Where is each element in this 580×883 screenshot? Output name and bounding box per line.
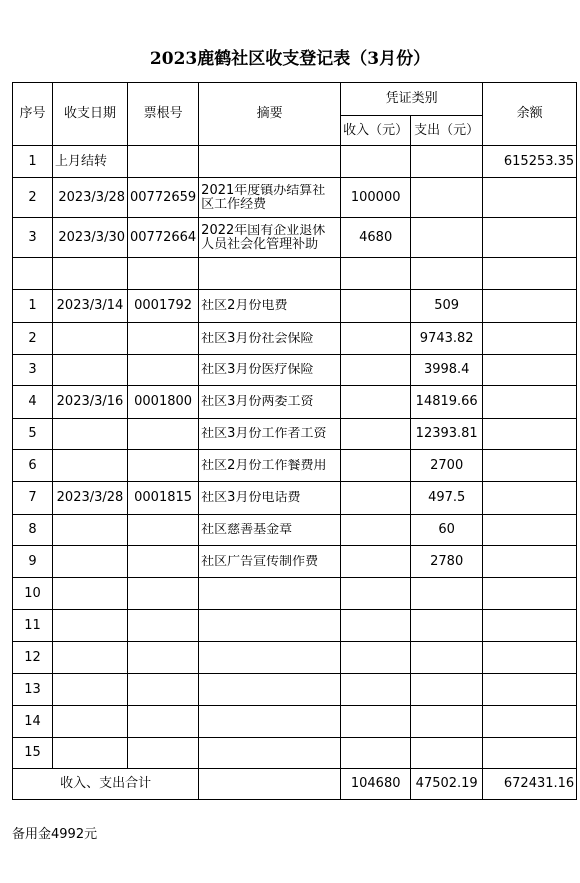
table-row [13, 419, 577, 450]
cell-summary [199, 482, 341, 515]
cell-ticket: 0001815 [128, 482, 199, 515]
cell-balance [483, 578, 577, 610]
cell-balance [483, 706, 577, 738]
table-row [13, 178, 577, 218]
table-row [13, 482, 577, 515]
cell-expense [411, 578, 483, 610]
header-row [13, 83, 577, 116]
cell-ticket [128, 355, 199, 386]
header-income: 收入（元） [341, 116, 411, 146]
cell-seq: 5 [13, 419, 53, 450]
cell-ticket [128, 546, 199, 578]
cell-date [53, 355, 128, 386]
totals-income: 104680 [341, 769, 411, 800]
cell-ticket [128, 610, 199, 642]
cell-date [53, 610, 128, 642]
table-row [13, 674, 577, 706]
cell-ticket [128, 515, 199, 546]
cell-balance [483, 738, 577, 769]
cell-balance [483, 610, 577, 642]
cell-ticket [128, 323, 199, 355]
cell-expense [411, 642, 483, 674]
cell-expense [411, 218, 483, 258]
cell-summary [199, 642, 341, 674]
cell-balance [483, 642, 577, 674]
totals-row [13, 769, 577, 800]
cell-date [53, 706, 128, 738]
cell-expense: 3998.4 [411, 355, 483, 386]
cell-summary [199, 146, 341, 178]
cell-expense: 509 [411, 290, 483, 323]
cell-date [53, 258, 128, 290]
cell-expense: 9743.82 [411, 323, 483, 355]
cell-summary [199, 578, 341, 610]
cell-seq: 14 [13, 706, 53, 738]
cell-ticket [128, 674, 199, 706]
table-row [13, 450, 577, 482]
cell-seq: 13 [13, 674, 53, 706]
cell-income [341, 419, 411, 450]
cell-expense: 497.5 [411, 482, 483, 515]
cell-summary [199, 674, 341, 706]
cell-balance [483, 515, 577, 546]
cell-date [53, 738, 128, 769]
cell-balance [483, 355, 577, 386]
cell-seq: 1 [13, 146, 53, 178]
cell-summary [199, 178, 341, 218]
cell-income [341, 578, 411, 610]
cell-date [53, 578, 128, 610]
cell-summary [199, 515, 341, 546]
table-row [13, 610, 577, 642]
table-row [13, 146, 577, 178]
cell-balance [483, 218, 577, 258]
summary-text: 社区广告宣传制作费 [201, 554, 319, 569]
cell-summary [199, 218, 341, 258]
cell-ticket: 00772664 [128, 218, 199, 258]
cell-ticket [128, 642, 199, 674]
header-date: 收支日期 [53, 83, 128, 146]
cell-balance [483, 546, 577, 578]
cell-seq: 3 [13, 355, 53, 386]
cell-seq: 12 [13, 642, 53, 674]
cell-summary [199, 386, 341, 419]
header-ticket: 票根号 [128, 83, 199, 146]
cell-income: 100000 [341, 178, 411, 218]
cell-ticket: 00772659 [128, 178, 199, 218]
cell-income [341, 450, 411, 482]
cell-seq: 3 [13, 218, 53, 258]
cell-balance [483, 419, 577, 450]
cell-income [341, 674, 411, 706]
cell-ticket [128, 419, 199, 450]
ledger-body [13, 83, 577, 800]
summary-text: 社区慈善基金章 [201, 523, 293, 537]
cell-seq [13, 258, 53, 290]
cell-ticket [128, 450, 199, 482]
cell-income [341, 386, 411, 419]
table-row [13, 218, 577, 258]
cell-income [341, 706, 411, 738]
cell-expense: 2700 [411, 450, 483, 482]
table-row [13, 355, 577, 386]
table-row [13, 706, 577, 738]
cell-ticket [128, 146, 199, 178]
cell-expense [411, 146, 483, 178]
cell-seq: 15 [13, 738, 53, 769]
table-row [13, 546, 577, 578]
table-row [13, 578, 577, 610]
totals-label: 收入、支出合计 [13, 769, 199, 800]
cell-date [53, 323, 128, 355]
summary-text: 2022年国有企业退休人员社会化管理补助 [201, 223, 326, 252]
cell-balance [483, 290, 577, 323]
cell-income [341, 546, 411, 578]
cell-summary [199, 546, 341, 578]
cell-income [341, 482, 411, 515]
cell-ticket: 0001800 [128, 386, 199, 419]
header-expense: 支出（元） [411, 116, 483, 146]
cell-seq: 8 [13, 515, 53, 546]
totals-balance: 672431.16 [483, 769, 577, 800]
totals-summary [199, 769, 341, 800]
cell-ticket: 0001792 [128, 290, 199, 323]
cell-income [341, 515, 411, 546]
cell-income [341, 290, 411, 323]
cell-date: 2023/3/28 [53, 178, 128, 218]
reserve-note: 备用金4992元 [12, 827, 98, 842]
cell-balance [483, 386, 577, 419]
cell-income [341, 738, 411, 769]
cell-balance: 615253.35 [483, 146, 577, 178]
cell-ticket [128, 258, 199, 290]
cell-date: 上月结转 [53, 146, 128, 178]
summary-text: 社区3月份电话费 [201, 491, 301, 505]
cell-summary [199, 355, 341, 386]
cell-date: 2023/3/16 [53, 386, 128, 419]
cell-date: 2023/3/28 [53, 482, 128, 515]
cell-income [341, 146, 411, 178]
cell-date: 2023/3/14 [53, 290, 128, 323]
header-balance: 余额 [483, 83, 577, 146]
cell-date [53, 419, 128, 450]
summary-text: 社区2月份电费 [201, 299, 288, 313]
cell-balance [483, 178, 577, 218]
cell-expense [411, 610, 483, 642]
table-row [13, 642, 577, 674]
summary-text: 社区3月份社会保险 [201, 331, 314, 346]
summary-text: 社区2月份工作餐费用 [201, 458, 327, 473]
cell-seq: 4 [13, 386, 53, 419]
cell-expense: 60 [411, 515, 483, 546]
cell-seq: 1 [13, 290, 53, 323]
cell-expense: 12393.81 [411, 419, 483, 450]
cell-expense: 2780 [411, 546, 483, 578]
header-voucher: 凭证类别 [341, 83, 483, 116]
cell-date [53, 515, 128, 546]
cell-date: 2023/3/30 [53, 218, 128, 258]
cell-expense [411, 178, 483, 218]
header-seq: 序号 [13, 83, 53, 146]
table-row [13, 323, 577, 355]
cell-income [341, 323, 411, 355]
table-row [13, 386, 577, 419]
cell-ticket [128, 578, 199, 610]
cell-summary [199, 450, 341, 482]
summary-text: 社区3月份工作者工资 [201, 427, 327, 441]
cell-seq: 6 [13, 450, 53, 482]
cell-income [341, 642, 411, 674]
cell-summary [199, 290, 341, 323]
cell-income [341, 610, 411, 642]
summary-text: 2021年度镇办结算社区工作经费 [201, 183, 326, 212]
summary-text: 社区3月份医疗保险 [201, 363, 314, 377]
table-row [13, 290, 577, 323]
cell-summary [199, 419, 341, 450]
header-summary: 摘要 [199, 83, 341, 146]
cell-balance [483, 674, 577, 706]
cell-expense [411, 258, 483, 290]
cell-expense [411, 706, 483, 738]
ledger-table [12, 82, 577, 800]
cell-balance [483, 482, 577, 515]
cell-balance [483, 450, 577, 482]
cell-expense [411, 674, 483, 706]
cell-expense [411, 738, 483, 769]
cell-summary [199, 706, 341, 738]
cell-date [53, 674, 128, 706]
cell-summary [199, 323, 341, 355]
cell-balance [483, 323, 577, 355]
cell-ticket [128, 738, 199, 769]
table-row [13, 738, 577, 769]
cell-income: 4680 [341, 218, 411, 258]
cell-seq: 10 [13, 578, 53, 610]
cell-summary [199, 738, 341, 769]
cell-summary [199, 610, 341, 642]
cell-ticket [128, 706, 199, 738]
page-title: 2023鹿鹤社区收支登记表（3月份） [149, 49, 431, 69]
cell-income [341, 355, 411, 386]
cell-date [53, 450, 128, 482]
totals-expense: 47502.19 [411, 769, 483, 800]
cell-date [53, 642, 128, 674]
table-row [13, 258, 577, 290]
cell-income [341, 258, 411, 290]
cell-seq: 2 [13, 178, 53, 218]
cell-date [53, 546, 128, 578]
cell-balance [483, 258, 577, 290]
summary-text: 社区3月份两委工资 [201, 395, 314, 409]
cell-seq: 9 [13, 546, 53, 578]
cell-seq: 2 [13, 323, 53, 355]
cell-expense: 14819.66 [411, 386, 483, 419]
cell-seq: 7 [13, 482, 53, 515]
table-row [13, 515, 577, 546]
cell-summary [199, 258, 341, 290]
cell-seq: 11 [13, 610, 53, 642]
